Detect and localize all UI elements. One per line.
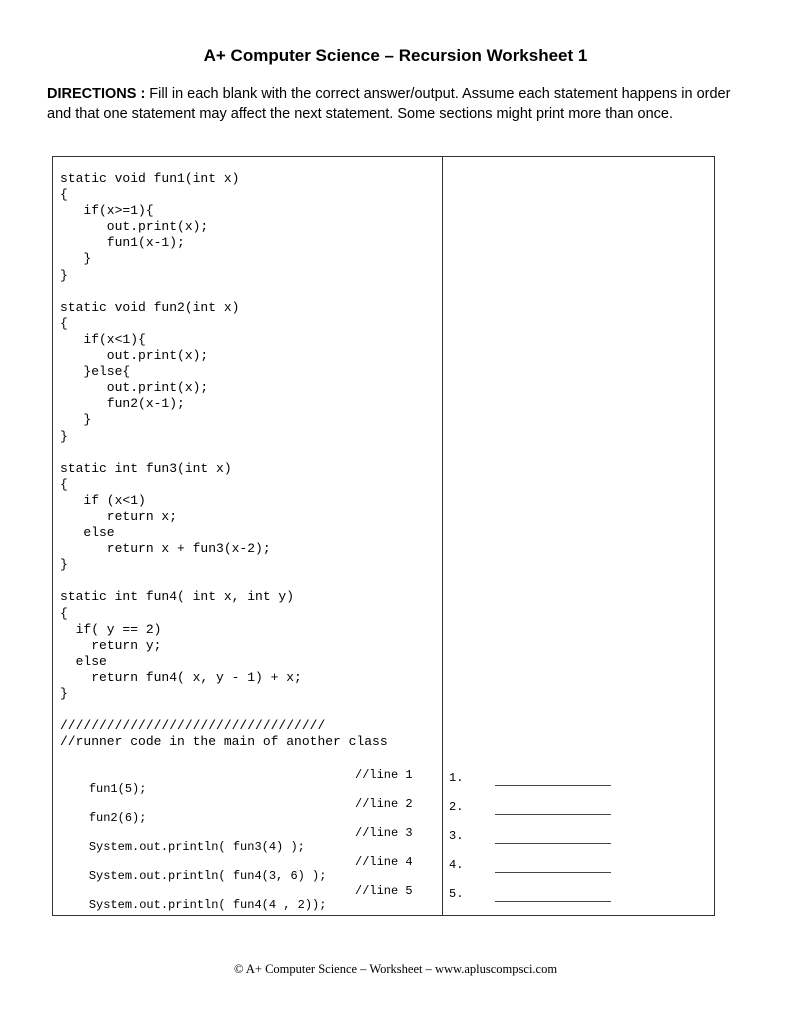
runner-comment: //line 3 [355, 826, 413, 840]
runner-line-5 [60, 884, 413, 940]
answer-number: 4. [449, 858, 464, 872]
runner-comment: //line 1 [355, 768, 413, 782]
answer-number: 2. [449, 800, 464, 814]
answer-item-5 [449, 887, 463, 901]
runner-statement: fun1(5); [88, 782, 147, 796]
answer-blank-4[interactable] [495, 872, 611, 873]
runner-statement: System.out.println( fun4(3, 6) ); [88, 869, 327, 883]
directions [47, 85, 747, 124]
answer-blank-1[interactable] [495, 785, 611, 786]
answer-item-1 [449, 771, 463, 785]
answer-blank-3[interactable] [495, 843, 611, 844]
answer-number: 3. [449, 829, 464, 843]
answer-item-3 [449, 829, 463, 843]
worksheet-title: A+ Computer Science – Recursion Worksheet 1 [203, 46, 588, 65]
runner-comment: //line 2 [355, 797, 413, 811]
worksheet-box [52, 156, 715, 916]
answer-number: 1. [449, 771, 464, 785]
answer-number: 5. [449, 887, 464, 901]
runner-statement: fun2(6); [88, 811, 147, 825]
code-listing: static void fun1(int x) { if(x>=1){ out.print(x); fun1(x-1); } } static void fun2(int x) { if(x<1){ out.print(x); }else{ out.print(x); fun2(x-1); } } static int fun3(int x) { if (x<1) return x; else return x + fun3(x-2); } static int fun4( int x, int y) { if( y == 2) return y; else return fun4( x, y - 1) + x; } ////////////////////////////////// //runner code in the main of another class [60, 171, 388, 750]
answer-item-4 [449, 858, 463, 872]
directions-text: Fill in each blank with the correct answer/output. Assume each statement happens in order and that one statement may affect the next statement. Some sections might print more than once. [47, 86, 731, 122]
directions-label: DIRECTIONS : [47, 86, 146, 102]
answer-blank-5[interactable] [495, 901, 611, 902]
runner-comment: //line 4 [355, 855, 413, 869]
runner-statement: System.out.println( fun4(4 , 2)); [88, 898, 327, 912]
answer-item-2 [449, 800, 463, 814]
footer: © A+ Computer Science – Worksheet – www.apluscompsci.com [233, 962, 558, 976]
runner-statement: System.out.println( fun3(4) ); [88, 840, 305, 854]
answer-blank-2[interactable] [495, 814, 611, 815]
column-divider [442, 157, 443, 915]
runner-comment: //line 5 [355, 884, 413, 898]
